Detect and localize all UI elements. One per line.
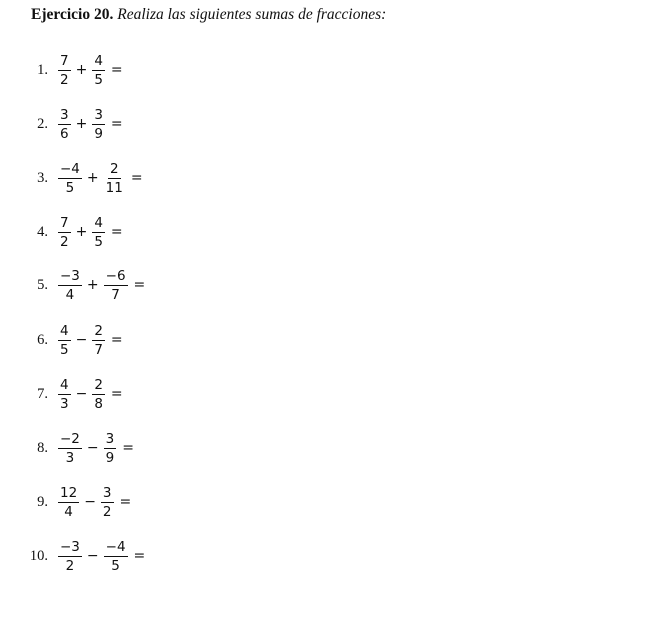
denominator: 7 <box>94 341 103 358</box>
numerator: 2 <box>94 322 103 339</box>
operator: + <box>75 62 88 78</box>
numerator: 3 <box>94 106 103 123</box>
denominator: 2 <box>102 503 112 520</box>
operator: + <box>75 224 88 240</box>
fraction-first <box>58 377 71 412</box>
equals-sign: = <box>110 224 123 240</box>
fraction-first <box>58 268 82 303</box>
equals-sign: = <box>110 116 123 132</box>
numerator: 4 <box>60 322 69 339</box>
equals-sign: = <box>133 548 146 564</box>
fraction-first <box>58 107 71 142</box>
numerator: 4 <box>94 214 103 231</box>
item-number: 8. <box>37 440 48 456</box>
denominator: 7 <box>111 286 120 303</box>
item-number: 7. <box>37 386 48 402</box>
equals-sign: = <box>110 62 123 78</box>
fraction-first <box>58 485 79 520</box>
item-number: 4. <box>37 224 48 240</box>
denominator: 5 <box>94 233 103 250</box>
fraction-second <box>104 161 125 196</box>
item-number: 2. <box>37 116 48 132</box>
numerator: 2 <box>109 160 119 177</box>
denominator: 4 <box>64 503 73 520</box>
operator: − <box>86 440 99 456</box>
exercise-item-5 <box>24 263 145 307</box>
numerator: 4 <box>60 376 69 393</box>
numerator: 3 <box>60 106 69 123</box>
denominator: 6 <box>60 125 69 142</box>
exercise-item-2 <box>24 102 123 146</box>
numerator: 4 <box>94 52 103 69</box>
exercise-item-4 <box>24 210 123 254</box>
numerator: −3 <box>60 538 80 555</box>
numerator: 2 <box>94 376 103 393</box>
exercise-number: Ejercicio 20. <box>31 6 114 23</box>
fraction-second <box>92 323 105 358</box>
denominator: 5 <box>60 341 69 358</box>
exercise-item-6 <box>24 318 123 362</box>
numerator: 7 <box>60 52 69 69</box>
item-number: 10. <box>29 548 48 564</box>
fraction-second <box>92 215 105 250</box>
item-number: 9. <box>37 494 48 510</box>
operator: − <box>86 548 99 564</box>
fraction-second <box>104 268 128 303</box>
denominator: 5 <box>65 179 75 196</box>
numerator: 3 <box>105 430 115 447</box>
item-number: 3. <box>37 170 48 186</box>
numerator: 3 <box>102 484 112 501</box>
exercise-heading <box>31 5 386 25</box>
denominator: 2 <box>65 557 75 574</box>
equals-sign: = <box>119 494 132 510</box>
exercise-item-1 <box>24 48 123 92</box>
equals-sign: = <box>110 386 123 402</box>
denominator: 2 <box>60 71 69 88</box>
fraction-second <box>92 53 105 88</box>
fraction-first <box>58 539 82 574</box>
numerator: −6 <box>105 267 126 284</box>
denominator: 3 <box>65 449 75 466</box>
denominator: 11 <box>105 179 123 196</box>
fraction-first <box>58 53 71 88</box>
denominator: 4 <box>65 286 75 303</box>
fraction-second <box>104 431 117 466</box>
fraction-first <box>58 215 71 250</box>
fraction-second <box>101 485 114 520</box>
operator: − <box>84 494 96 510</box>
numerator: −3 <box>60 267 80 284</box>
numerator: 7 <box>60 214 69 231</box>
denominator: 9 <box>94 125 103 142</box>
equals-sign: = <box>110 332 123 348</box>
denominator: 2 <box>60 233 69 250</box>
operator: − <box>75 332 88 348</box>
exercise-item-7 <box>24 372 123 416</box>
fraction-first <box>58 161 82 196</box>
numerator: 12 <box>60 484 78 501</box>
fraction-second <box>92 107 105 142</box>
item-number: 6. <box>37 332 48 348</box>
operator: − <box>75 386 88 402</box>
numerator: −4 <box>60 160 80 177</box>
denominator: 8 <box>94 395 103 412</box>
fraction-second <box>104 539 128 574</box>
exercise-item-9 <box>24 480 131 524</box>
exercise-item-10 <box>24 534 145 578</box>
equals-sign: = <box>133 277 146 293</box>
operator: + <box>86 277 99 293</box>
exercise-item-3 <box>24 156 143 200</box>
item-number: 1. <box>37 62 48 78</box>
exercise-instruction: Realiza las siguientes sumas de fracciones: <box>117 6 387 23</box>
fraction-first <box>58 431 82 466</box>
equals-sign: = <box>122 440 134 456</box>
fraction-first <box>58 323 71 358</box>
item-number: 5. <box>37 277 48 293</box>
fraction-second <box>92 377 105 412</box>
exercise-item-8 <box>24 426 134 470</box>
denominator: 9 <box>105 449 115 466</box>
operator: + <box>86 170 99 186</box>
denominator: 5 <box>111 557 120 574</box>
operator: + <box>75 116 88 132</box>
numerator: −2 <box>60 430 80 447</box>
numerator: −4 <box>105 538 126 555</box>
equals-sign: = <box>130 170 143 186</box>
denominator: 5 <box>94 71 103 88</box>
denominator: 3 <box>60 395 69 412</box>
